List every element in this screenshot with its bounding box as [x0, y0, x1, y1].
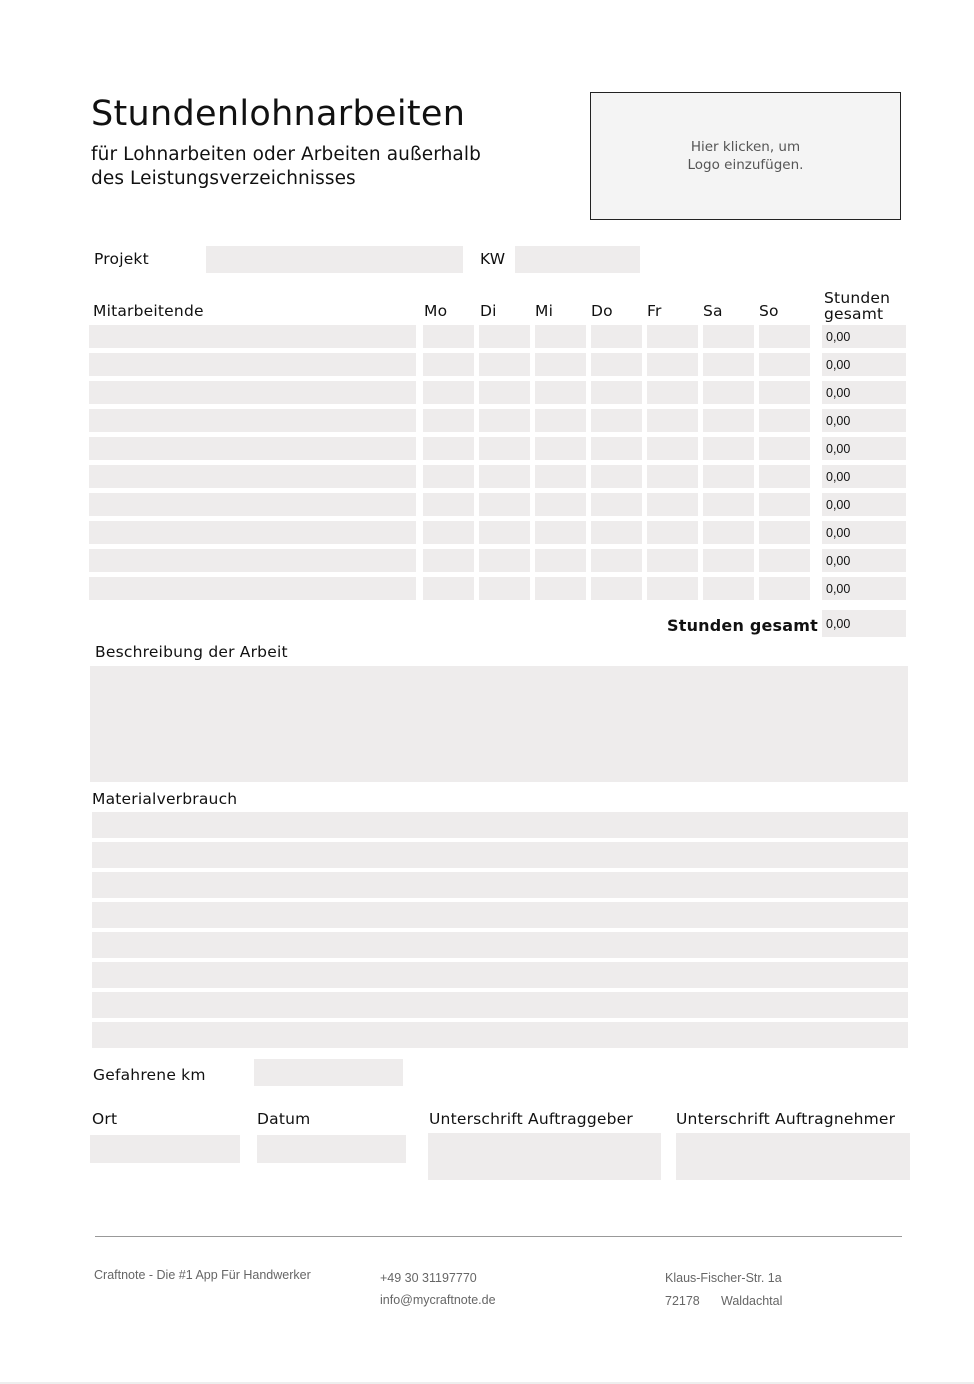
hours-field-so[interactable] [759, 493, 810, 516]
hours-field-sa[interactable] [703, 521, 754, 544]
description-label: Beschreibung der Arbeit [95, 643, 288, 661]
date-field[interactable] [257, 1135, 406, 1163]
hours-field-fr[interactable] [647, 577, 698, 600]
hours-field-mi[interactable] [535, 409, 586, 432]
row-total-value: 0,00 [826, 330, 851, 344]
hours-field-sa[interactable] [703, 353, 754, 376]
employee-field[interactable] [89, 353, 416, 376]
materials-label: Materialverbrauch [92, 790, 238, 808]
hours-field-mi[interactable] [535, 325, 586, 348]
hours-field-mo[interactable] [423, 577, 474, 600]
hours-field-sa[interactable] [703, 325, 754, 348]
hours-field-mi[interactable] [535, 549, 586, 572]
client-signature-label: Unterschrift Auftraggeber [429, 1110, 633, 1128]
hours-field-so[interactable] [759, 325, 810, 348]
contractor-signature-label: Unterschrift Auftragnehmer [676, 1110, 896, 1128]
row-total-field [822, 465, 906, 488]
hours-field-sa[interactable] [703, 465, 754, 488]
material-line-field[interactable] [92, 812, 908, 838]
hours-field-mo[interactable] [423, 353, 474, 376]
footer-company: Craftnote - Die #1 App Für Handwerker [94, 1268, 311, 1282]
row-total-field [822, 437, 906, 460]
subtitle-line-2: des Leistungsverzeichnisses [91, 168, 356, 189]
hours-field-mo[interactable] [423, 381, 474, 404]
hours-field-so[interactable] [759, 521, 810, 544]
row-total-value: 0,00 [826, 414, 851, 428]
km-field[interactable] [254, 1059, 403, 1086]
day-header-di: Di [480, 302, 497, 320]
hours-field-fr[interactable] [647, 437, 698, 460]
client-signature-field[interactable] [428, 1133, 661, 1180]
project-label: Projekt [94, 250, 149, 268]
hours-field-di[interactable] [479, 549, 530, 572]
employee-field[interactable] [89, 465, 416, 488]
row-total-field [822, 409, 906, 432]
footer-zip: 72178 [665, 1294, 700, 1308]
employee-field[interactable] [89, 493, 416, 516]
hours-field-fr[interactable] [647, 325, 698, 348]
material-line-field[interactable] [92, 842, 908, 868]
week-label: KW [480, 250, 506, 268]
row-total-value: 0,00 [826, 358, 851, 372]
hours-field-fr[interactable] [647, 353, 698, 376]
footer-email: info@mycraftnote.de [380, 1293, 496, 1307]
hours-field-mi[interactable] [535, 381, 586, 404]
hours-field-mi[interactable] [535, 577, 586, 600]
footer-street: Klaus-Fischer-Str. 1a [665, 1271, 782, 1285]
hours-field-do[interactable] [591, 549, 642, 572]
day-header-mo: Mo [424, 302, 448, 320]
hours-field-sa[interactable] [703, 409, 754, 432]
employee-field[interactable] [89, 577, 416, 600]
hours-field-fr[interactable] [647, 493, 698, 516]
hours-field-di[interactable] [479, 325, 530, 348]
grand-total-value: 0,00 [826, 617, 851, 631]
subtitle-line-1: für Lohnarbeiten oder Arbeiten außerhalb [91, 144, 481, 165]
hours-field-mo[interactable] [423, 521, 474, 544]
total-column-header [824, 290, 890, 322]
hours-field-do[interactable] [591, 325, 642, 348]
hours-field-sa[interactable] [703, 577, 754, 600]
hours-field-di[interactable] [479, 577, 530, 600]
row-total-field [822, 549, 906, 572]
row-total-value: 0,00 [826, 526, 851, 540]
hours-field-do[interactable] [591, 381, 642, 404]
hours-field-do[interactable] [591, 521, 642, 544]
hours-field-di[interactable] [479, 381, 530, 404]
hours-field-do[interactable] [591, 437, 642, 460]
grand-total-field [822, 610, 906, 637]
logo-upload-button[interactable] [590, 92, 901, 220]
hours-field-mi[interactable] [535, 465, 586, 488]
hours-field-di[interactable] [479, 409, 530, 432]
hours-field-mi[interactable] [535, 437, 586, 460]
hours-field-so[interactable] [759, 437, 810, 460]
hours-field-do[interactable] [591, 465, 642, 488]
hours-field-mo[interactable] [423, 325, 474, 348]
row-total-value: 0,00 [826, 554, 851, 568]
employee-field[interactable] [89, 325, 416, 348]
employee-field[interactable] [89, 521, 416, 544]
hours-field-mi[interactable] [535, 521, 586, 544]
hours-field-mo[interactable] [423, 437, 474, 460]
hours-field-sa[interactable] [703, 381, 754, 404]
hours-field-do[interactable] [591, 409, 642, 432]
hours-field-mo[interactable] [423, 409, 474, 432]
hours-field-di[interactable] [479, 465, 530, 488]
day-header-sa: Sa [703, 302, 723, 320]
hours-field-sa[interactable] [703, 437, 754, 460]
row-total-value: 0,00 [826, 582, 851, 596]
km-label: Gefahrene km [93, 1066, 206, 1084]
contractor-signature-field[interactable] [676, 1133, 910, 1180]
hours-field-fr[interactable] [647, 381, 698, 404]
row-total-field [822, 381, 906, 404]
hours-field-mi[interactable] [535, 353, 586, 376]
document-subtitle [91, 143, 481, 191]
employee-field[interactable] [89, 381, 416, 404]
employee-field[interactable] [89, 549, 416, 572]
hours-field-mo[interactable] [423, 465, 474, 488]
row-total-field [822, 493, 906, 516]
project-field[interactable] [206, 246, 463, 273]
hours-field-so[interactable] [759, 353, 810, 376]
hours-field-fr[interactable] [647, 465, 698, 488]
hours-field-mo[interactable] [423, 549, 474, 572]
employee-field[interactable] [89, 409, 416, 432]
material-line-field[interactable] [92, 932, 908, 958]
description-field[interactable] [90, 666, 908, 782]
hours-field-so[interactable] [759, 549, 810, 572]
material-line-field[interactable] [92, 872, 908, 898]
row-total-field [822, 353, 906, 376]
grand-total-label: Stunden gesamt [667, 616, 818, 635]
total-header-line-2: gesamt [824, 305, 884, 323]
hours-field-do[interactable] [591, 493, 642, 516]
hours-field-di[interactable] [479, 437, 530, 460]
hours-field-so[interactable] [759, 409, 810, 432]
hours-field-do[interactable] [591, 577, 642, 600]
total-header-line-1: Stunden [824, 289, 891, 307]
hours-field-fr[interactable] [647, 409, 698, 432]
place-field[interactable] [90, 1135, 240, 1163]
day-header-so: So [759, 302, 779, 320]
row-total-field [822, 577, 906, 600]
hours-field-mo[interactable] [423, 493, 474, 516]
hours-field-sa[interactable] [703, 493, 754, 516]
document-title: Stundenlohnarbeiten [91, 94, 466, 134]
day-header-do: Do [591, 302, 613, 320]
hours-field-di[interactable] [479, 493, 530, 516]
day-header-fr: Fr [647, 302, 662, 320]
row-total-field [822, 325, 906, 348]
logo-placeholder-line-1: Hier klicken, um [690, 139, 801, 155]
hours-field-fr[interactable] [647, 549, 698, 572]
row-total-value: 0,00 [826, 442, 851, 456]
week-field[interactable] [515, 246, 640, 273]
day-header-mi: Mi [535, 302, 554, 320]
hours-field-so[interactable] [759, 577, 810, 600]
hours-field-sa[interactable] [703, 549, 754, 572]
place-label: Ort [92, 1110, 118, 1128]
row-total-value: 0,00 [826, 386, 851, 400]
hours-field-so[interactable] [759, 465, 810, 488]
date-label: Datum [257, 1110, 311, 1128]
hours-field-do[interactable] [591, 353, 642, 376]
material-line-field[interactable] [92, 962, 908, 988]
footer-city: Waldachtal [721, 1294, 783, 1308]
logo-placeholder-line-2: Logo einzufügen. [687, 157, 804, 173]
hours-field-di[interactable] [479, 353, 530, 376]
footer-divider [95, 1236, 902, 1237]
material-line-field[interactable] [92, 992, 908, 1018]
material-line-field[interactable] [92, 1022, 908, 1048]
row-total-value: 0,00 [826, 498, 851, 512]
hours-field-mi[interactable] [535, 493, 586, 516]
employee-column-header: Mitarbeitende [93, 302, 204, 320]
material-line-field[interactable] [92, 902, 908, 928]
footer-phone: +49 30 31197770 [380, 1271, 477, 1285]
row-total-field [822, 521, 906, 544]
hours-field-so[interactable] [759, 381, 810, 404]
hours-field-di[interactable] [479, 521, 530, 544]
employee-field[interactable] [89, 437, 416, 460]
hours-field-fr[interactable] [647, 521, 698, 544]
row-total-value: 0,00 [826, 470, 851, 484]
